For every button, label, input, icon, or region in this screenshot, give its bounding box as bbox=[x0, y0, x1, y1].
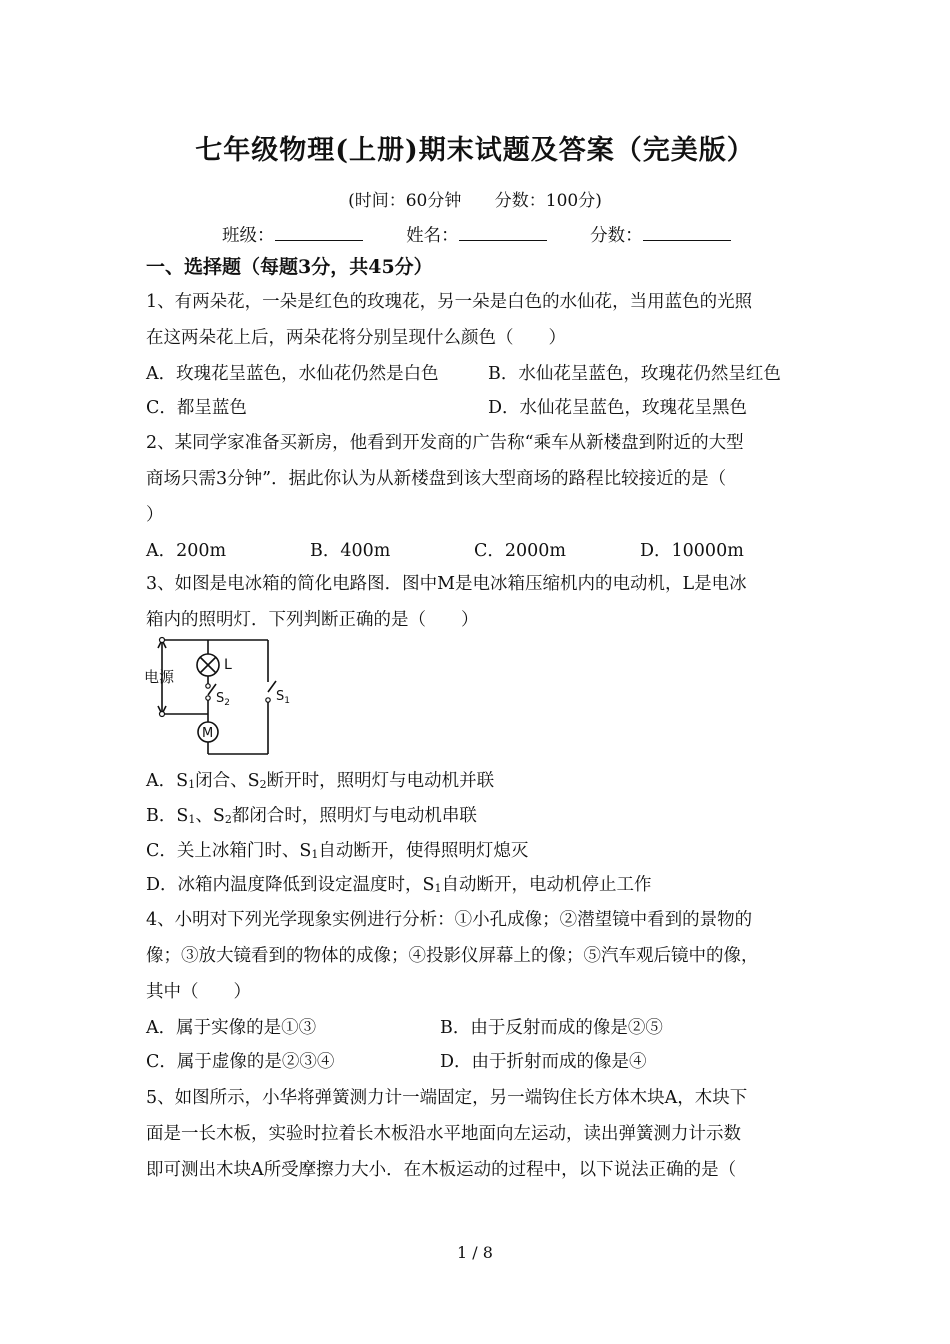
q4-line1: 4、小明对下列光学现象实例进行分析：①小孔成像；②潜望镜中看到的景物的 bbox=[146, 910, 753, 930]
switch-s1-label: $S_1$ bbox=[276, 689, 290, 706]
power-source-label: 电源 bbox=[144, 668, 175, 686]
q5-line1: 5、如图所示，小华将弹簧测力计一端固定，另一端钩住长方体木块A，木块下 bbox=[146, 1088, 748, 1108]
switch-s2-label: $S_2$ bbox=[216, 691, 230, 708]
q1-option-b[interactable]: B．水仙花呈蓝色，玫瑰花仍然呈红色 bbox=[488, 364, 781, 384]
q4-option-a[interactable]: A．属于实像的是①③ bbox=[146, 1018, 317, 1038]
class-blank[interactable] bbox=[275, 224, 363, 241]
q2-option-b[interactable]: B．400m bbox=[310, 541, 391, 561]
q1-option-d[interactable]: D．水仙花呈蓝色，玫瑰花呈黑色 bbox=[488, 398, 748, 418]
q2-option-c[interactable]: C．2000m bbox=[474, 541, 567, 561]
class-field[interactable]: 班级： bbox=[222, 222, 363, 247]
q5-line2: 面是一长木板，实验时拉着长木板沿水平地面向左运动，读出弹簧测力计示数 bbox=[146, 1124, 741, 1144]
q1-option-c[interactable]: C．都呈蓝色 bbox=[146, 398, 247, 418]
q4-line3: 其中（ ） bbox=[146, 982, 251, 1002]
q1-line2: 在这两朵花上后，两朵花将分别呈现什么颜色（ ） bbox=[146, 328, 566, 348]
motor-label: M bbox=[202, 726, 214, 741]
page-number: 1 / 8 bbox=[457, 1243, 493, 1262]
q1-option-a[interactable]: A．玫瑰花呈蓝色，水仙花仍然是白色 bbox=[146, 364, 439, 384]
q4-line2: 像；③放大镜看到的物体的成像；④投影仪屏幕上的像；⑤汽车观后镜中的像， bbox=[146, 946, 759, 966]
q1-line1: 1、有两朵花，一朵是红色的玫瑰花，另一朵是白色的水仙花，当用蓝色的光照 bbox=[146, 292, 753, 312]
q3-option-a[interactable]: A．$S_1$闭合、$S_2$断开时，照明灯与电动机并联 bbox=[146, 771, 495, 791]
student-fields bbox=[222, 222, 769, 247]
score-field[interactable]: 分数： bbox=[590, 222, 731, 247]
q2-line3: ） bbox=[146, 505, 164, 525]
q4-option-d[interactable]: D．由于折射而成的像是④ bbox=[440, 1052, 647, 1072]
section-heading: 一、选择题（每题3分，共45分） bbox=[146, 256, 433, 278]
time-info: (时间：60分钟 bbox=[348, 191, 462, 211]
q2-option-a[interactable]: A．200m bbox=[146, 541, 227, 561]
q4-option-c[interactable]: C．属于虚像的是②③④ bbox=[146, 1052, 335, 1072]
q3-option-d[interactable]: D．冰箱内温度降低到设定温度时，$S_1$自动断开，电动机停止工作 bbox=[146, 875, 652, 895]
score-info: 分数：100分) bbox=[494, 191, 602, 211]
q2-line1: 2、某同学家准备买新房，他看到开发商的广告称“乘车从新楼盘到附近的大型 bbox=[146, 433, 744, 453]
name-blank[interactable] bbox=[459, 224, 547, 241]
q3-option-c[interactable]: C．关上冰箱门时、$S_1$自动断开，使得照明灯熄灭 bbox=[146, 841, 529, 861]
q3-line1: 3、如图是电冰箱的简化电路图．图中M是电冰箱压缩机内的电动机，L是电冰 bbox=[146, 574, 747, 594]
exam-meta bbox=[0, 186, 950, 211]
q3-option-b[interactable]: B．$S_1$、$S_2$都闭合时，照明灯与电动机串联 bbox=[146, 806, 477, 826]
page-title: 七年级物理(上册)期末试题及答案（完美版） bbox=[195, 135, 755, 166]
score-blank[interactable] bbox=[643, 224, 731, 241]
lamp-label: L bbox=[224, 657, 232, 673]
q5-line3: 即可测出木块A所受摩擦力大小．在木板运动的过程中，以下说法正确的是（ bbox=[146, 1160, 737, 1180]
name-field[interactable]: 姓名： bbox=[406, 222, 547, 247]
q2-line2: 商场只需3分钟”．据此你认为从新楼盘到该大型商场的路程比较接近的是（ bbox=[146, 469, 727, 489]
q2-option-d[interactable]: D．10000m bbox=[640, 541, 744, 561]
q3-line2: 箱内的照明灯．下列判断正确的是（ ） bbox=[146, 610, 479, 630]
fridge-circuit-diagram bbox=[140, 632, 290, 760]
q4-option-b[interactable]: B．由于反射而成的像是②⑤ bbox=[440, 1018, 663, 1038]
